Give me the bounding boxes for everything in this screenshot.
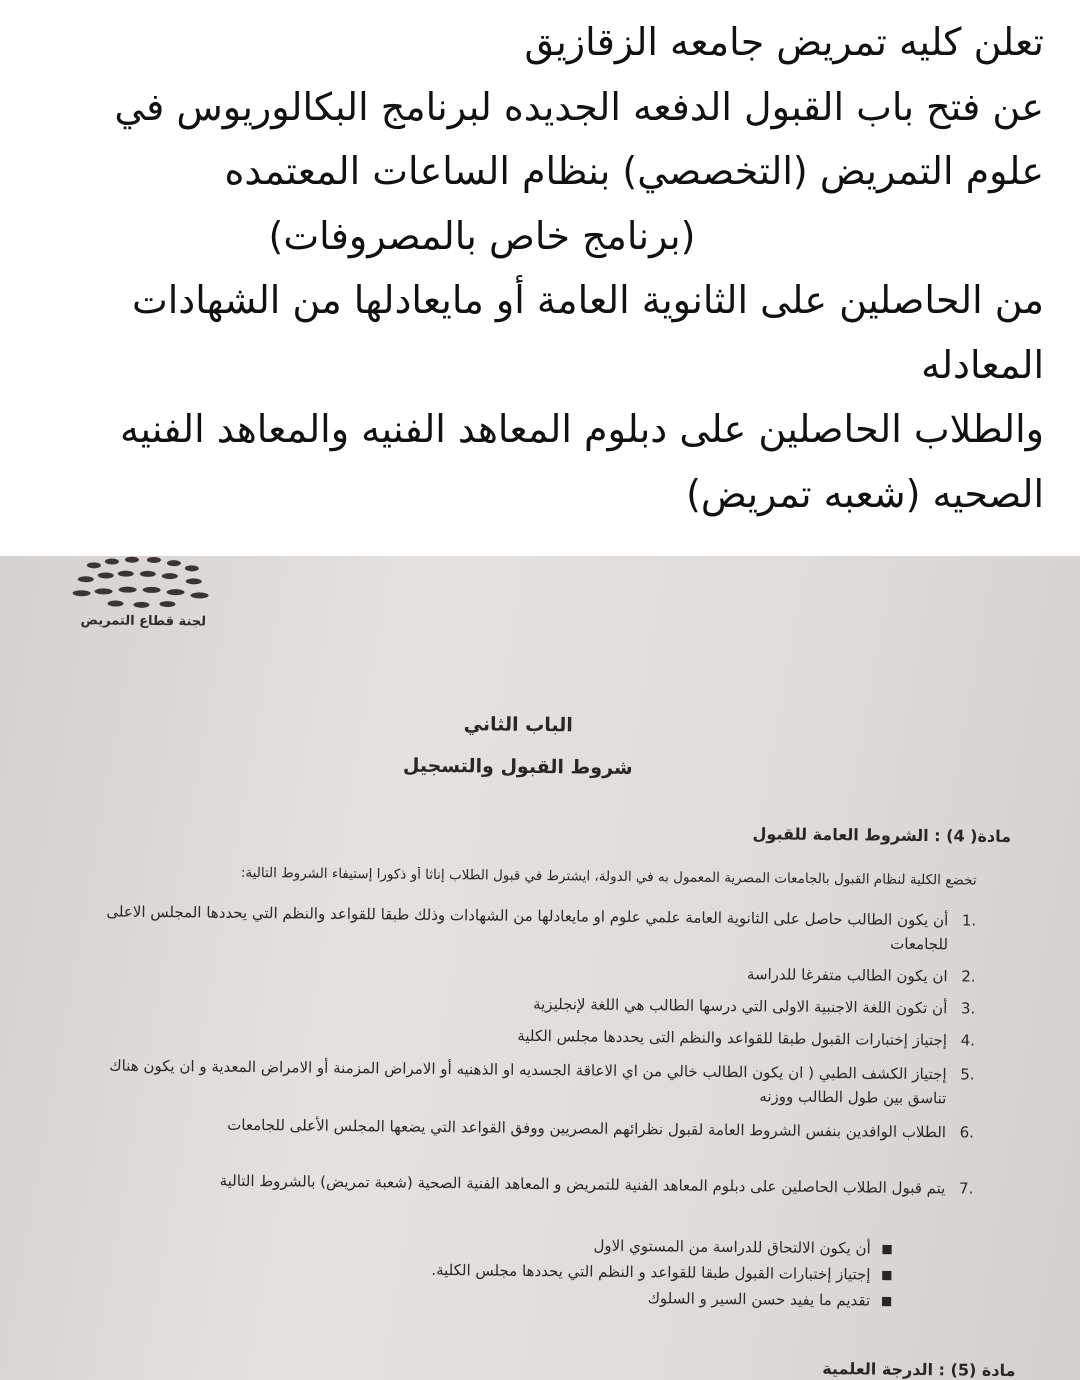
condition-text: إجتياز الكشف الطبي ( ان يكون الطالب خالي من اي الاعاقة الجسديه او الذهنيه أو الامراض المزمنة أو الامراض المعدية و ان يكون هناك تناسق بين طول الطالب ووزنه	[109, 1056, 947, 1108]
conditions-list	[93, 899, 976, 1232]
logo-graphic	[63, 556, 224, 615]
announcement-line: علوم التمريض (التخصصي) بنظام الساعات المعتمده	[224, 149, 1044, 193]
condition-number: .1	[961, 911, 977, 930]
article-intro: تخضع الكلية لنظام القبول بالجامعات المصرية المعمول به في الدولة، ايشترط في قبول الطلاب إناثا أو ذكورا إستيفاء الشروط التالية:	[240, 864, 977, 889]
bullet-icon: ■	[881, 1267, 893, 1282]
condition-item	[94, 1111, 975, 1176]
next-article-heading: مادة (5) : الدرجة العلمية	[822, 1359, 1016, 1380]
bullet-icon: ■	[880, 1293, 893, 1308]
sub-conditions-list	[112, 1228, 893, 1314]
sub-condition-text: أن يكون الالتحاق للدراسة من المستوي الاول	[593, 1236, 871, 1258]
announcement-line: (برنامج خاص بالمصروفات)	[268, 213, 696, 258]
condition-text: أن يكون الطالب حاصل على الثانوية العامة علمي علوم او مايعادلها من الشهادات وذلك طبقا للقواعد والنظم التي يحددها المجلس الاعلى للجامعات	[106, 902, 949, 954]
announcement-line: من الحاصلين على الثانوية العامة أو مايعادلها من الشهادات	[131, 278, 1044, 322]
condition-number: .4	[960, 1031, 976, 1050]
condition-item	[94, 1053, 975, 1120]
announcement-line: المعادله	[921, 342, 1044, 387]
condition-text: يتم قبول الطلاب الحاصلين على دبلوم المعاهد الفنية للتمريض و المعاهد الفنية الصحية (شعبة تمريض) بالشروط التالية	[219, 1171, 946, 1198]
document-page	[0, 556, 1080, 1380]
sub-condition-text: إجتياز إختبارات القبول طبقا للقواعد و النظم التي يحددها مجلس الكلية.	[431, 1260, 871, 1284]
logo-caption: لجنة قطاع التمريض	[80, 613, 207, 630]
announcement-line: عن فتح باب القبول الدفعه الجديده لبرنامج البكالوريوس في	[114, 84, 1044, 129]
condition-number: .6	[959, 1123, 975, 1142]
announcement-line: والطلاب الحاصلين على دبلوم المعاهد الفنيه والمعاهد الفنيه	[120, 407, 1044, 451]
condition-number: .7	[958, 1179, 974, 1198]
condition-item	[93, 1167, 974, 1232]
condition-number: .2	[961, 967, 976, 986]
document-photo	[0, 556, 1080, 1380]
condition-text: الطلاب الوافدين بنفس الشروط العامة لقبول نظرائهم المصريين ووفق القواعد التي يضعها المجلس الأعلى للجامعات	[227, 1115, 947, 1142]
announcement-line: الصحيه (شعبه تمريض)	[686, 471, 1044, 516]
condition-text: ان يكون الطالب متفرغا للدراسة	[746, 965, 948, 986]
condition-number: .5	[960, 1065, 975, 1084]
condition-item	[96, 899, 977, 964]
announcement-text	[40, 10, 1044, 526]
article-heading: مادة( 4) : الشروط العامة للقبول	[752, 824, 1012, 846]
announcement-line: تعلن كليه تمريض جامعه الزقازيق	[524, 20, 1044, 64]
bullet-icon: ■	[881, 1241, 893, 1256]
condition-text: أن تكون اللغة الاجنبية الاولى التي درسها الطالب هي اللغة لإنجليزية	[533, 994, 948, 1018]
condition-number: .3	[960, 999, 976, 1018]
sub-condition-text: تقديم ما يفيد حسن السير و السلوك	[647, 1289, 871, 1310]
nursing-committee-logo	[63, 556, 224, 635]
chapter-title: الباب الثاني	[463, 713, 573, 737]
condition-text: إجتياز إختبارات القبول طبقا للقواعد والنظم التى يحددها مجلس الكلية	[517, 1026, 948, 1050]
chapter-subtitle: شروط القبول والتسجيل	[402, 754, 633, 779]
